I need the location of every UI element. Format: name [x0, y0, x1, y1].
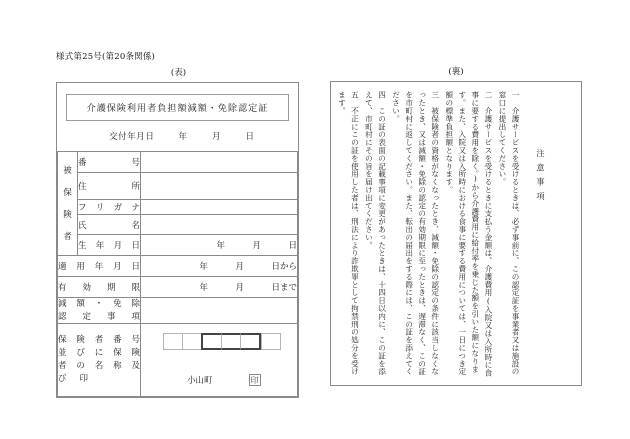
insurer-l1-char-4: 号 — [131, 335, 140, 346]
table-row-address — [58, 173, 298, 200]
notices-card — [330, 81, 582, 386]
notices-container — [339, 91, 573, 377]
insured-label-char-0: 被 — [63, 165, 72, 176]
appdate-label-char-0: 適 — [58, 262, 67, 273]
insured-vertical-label — [58, 152, 78, 256]
field-label-valid-period — [58, 277, 141, 298]
field-label-reduction-items — [58, 298, 141, 324]
insured-label-char-3: 者 — [63, 231, 72, 242]
insurer-number-cell-1[interactable] — [182, 333, 201, 350]
field-label-name — [78, 215, 141, 235]
valid-label-char-3: 限 — [131, 283, 140, 294]
table-row-reduction-items — [58, 298, 298, 324]
table-row-valid-period — [58, 277, 298, 298]
appdate-label-char-4: 日 — [131, 262, 140, 273]
table-row-name — [58, 215, 298, 235]
reduction-l2-char-2: 事 — [106, 311, 116, 322]
insurer-l2-char-1: び — [76, 348, 85, 359]
issue-date-row — [57, 121, 298, 151]
insurer-l3-char-2: 名 — [94, 360, 104, 371]
field-value-insurer — [141, 323, 298, 396]
notice-item-5: 五 不正にこの証を使用した者は、刑法により詐欺罪として拘禁刑の処分を受けます。 — [337, 91, 360, 376]
birthdate-label-char-3: 日 — [131, 241, 140, 252]
front-side-label: (表) — [170, 68, 187, 79]
notices-heading: 注意事項 — [536, 149, 546, 206]
insurer-number-cell-2[interactable] — [201, 333, 221, 350]
field-label-birthdate — [78, 235, 141, 256]
notice-item-2: 二 介護サービスを受けるときに支払う金額は、介護費用(入院又は入所時に食事に要する費用を除く。)から介護費用に給付率を乗じた額を引いた額になります。また、入院又は入所時における食事に要する費用については、一日につき定額の標準負担額となります。 — [444, 91, 493, 377]
reduction-l1-char-3: 免 — [113, 299, 122, 310]
table-row-insurer — [58, 323, 298, 396]
reduction-l1-char-1: 額 — [76, 299, 85, 310]
appdate-day: 日から — [271, 262, 297, 273]
reduction-l2-char-0: 認 — [58, 311, 67, 322]
insurer-number-cell-4[interactable] — [240, 333, 261, 350]
field-value-address[interactable] — [141, 173, 298, 200]
valid-day: 日まで — [271, 283, 297, 294]
reduction-l2-char-1: 定 — [82, 311, 91, 322]
name-label-char-1: 名 — [131, 220, 140, 231]
field-value-application-date[interactable] — [141, 256, 298, 277]
birthdate-day: 日 — [288, 241, 297, 252]
name-label-char-0: 氏 — [78, 220, 87, 231]
insurer-l1-char-0: 保 — [58, 335, 67, 346]
valid-year: 年 — [199, 283, 208, 294]
reduction-l1-char-4: 除 — [131, 299, 140, 310]
reduction-l2-char-3: 項 — [131, 311, 140, 322]
insurer-l2-char-2: に — [94, 348, 104, 359]
insurer-l2-char-4: 険 — [131, 348, 140, 359]
address-label-char-0: 住 — [78, 182, 87, 193]
certificate-title: 介護保険利用者負担額減額・免除認定証 — [66, 94, 289, 121]
certificate-card — [56, 82, 299, 398]
notice-item-4: 四 この証の表面の記載事項に変更があったときは、十四日以内に、この証を添えて、市町村にその旨を届け出てください。 — [364, 91, 387, 376]
furigana-label-char-3: ナ — [131, 203, 140, 214]
issue-date-year: 年 — [178, 132, 188, 143]
issue-date-label: 交付年月日 — [109, 132, 155, 143]
appdate-label-char-1: 用 — [76, 262, 85, 273]
field-value-furigana[interactable] — [141, 200, 298, 215]
form-number-label: 様式第25号(第20条関係) — [56, 52, 156, 62]
field-label-furigana — [78, 200, 141, 215]
insurer-number-cell-0[interactable] — [163, 333, 182, 350]
insured-label-char-1: 保 — [63, 187, 72, 198]
appdate-year: 年 — [199, 262, 208, 273]
birthdate-label-char-0: 生 — [78, 241, 87, 252]
birthdate-label-char-2: 月 — [113, 241, 123, 252]
field-label-number — [78, 152, 141, 173]
table-row-furigana — [58, 200, 298, 215]
field-value-reduction-items[interactable] — [141, 298, 298, 324]
back-side-panel — [330, 52, 582, 386]
insurer-l1-char-2: 者 — [94, 335, 104, 346]
seal-stamp-icon: 印 — [250, 376, 259, 386]
notice-item-3: 三 被保険者の資格がなくなったとき、減額・免除の認定の条件に該当しなくなったとき、又は減額・免除の認定の有効期限に至ったときは、遅滞なく、この証を市町村に返してください。また、転出の届出をする際には、この証を添えてください。 — [391, 91, 440, 376]
field-label-application-date — [58, 256, 141, 277]
insured-label-char-2: 険 — [63, 209, 72, 220]
field-value-name[interactable] — [141, 215, 298, 235]
insurer-l3-char-4: 及 — [131, 360, 140, 371]
valid-label-char-0: 有 — [58, 283, 67, 294]
issue-date-day: 日 — [245, 132, 255, 143]
insurer-l4-char-0: び — [58, 373, 67, 384]
insurer-l1-char-1: 険 — [76, 335, 85, 346]
insurer-name-row — [141, 374, 297, 386]
reduction-l1-char-0: 減 — [58, 299, 67, 310]
insurer-number-cell-5[interactable] — [261, 333, 281, 350]
field-value-birthdate[interactable] — [141, 235, 298, 256]
back-side-label: (裏) — [448, 67, 464, 77]
appdate-label-char-2: 年 — [94, 262, 104, 273]
insurer-l2-char-0: 並 — [58, 348, 67, 359]
appdate-month: 月 — [235, 262, 244, 273]
insurer-municipality-name: 小山町 — [187, 376, 213, 387]
birthdate-month: 月 — [252, 241, 261, 252]
insurer-l4-char-1: 印 — [79, 373, 89, 384]
insurer-number-cell-3[interactable] — [221, 333, 240, 350]
reduction-l1-char-2: ・ — [94, 299, 104, 310]
table-row-birthdate — [58, 235, 298, 256]
certificate-title-container — [57, 83, 298, 121]
furigana-label-char-2: ガ — [113, 203, 123, 214]
number-label-char-0: 番 — [78, 158, 87, 169]
insurer-l3-char-1: の — [76, 360, 85, 371]
insurer-l3-char-0: 者 — [58, 360, 67, 371]
notice-item-1: 一 介護サービスを受けるときは、必ず事前に、この認定証を事業者又は施設の窓口に提出してください。 — [497, 91, 520, 376]
furigana-label-char-0: フ — [78, 203, 87, 214]
table-row-number — [58, 152, 298, 173]
number-label-char-1: 号 — [131, 158, 140, 169]
certificate-fields-table — [57, 151, 298, 397]
front-side-panel — [56, 52, 301, 398]
valid-label-char-2: 期 — [106, 283, 116, 294]
table-row-application-date — [58, 256, 298, 277]
field-label-address — [78, 173, 141, 200]
birthdate-year: 年 — [216, 241, 225, 252]
insurer-l3-char-3: 称 — [113, 360, 122, 371]
field-label-insurer — [58, 323, 141, 396]
valid-month: 月 — [235, 283, 244, 294]
field-value-valid-period[interactable] — [141, 277, 298, 298]
insurer-l1-char-3: 番 — [113, 335, 122, 346]
address-label-char-1: 所 — [131, 182, 140, 193]
issue-date-month: 月 — [212, 132, 221, 143]
appdate-label-char-3: 月 — [113, 262, 122, 273]
furigana-label-char-1: リ — [95, 203, 105, 214]
valid-label-char-1: 効 — [82, 283, 91, 294]
birthdate-label-char-1: 年 — [95, 241, 105, 252]
insurer-l2-char-3: 保 — [113, 348, 122, 359]
insurer-number-cells[interactable] — [163, 333, 281, 350]
field-value-number[interactable] — [141, 152, 298, 173]
